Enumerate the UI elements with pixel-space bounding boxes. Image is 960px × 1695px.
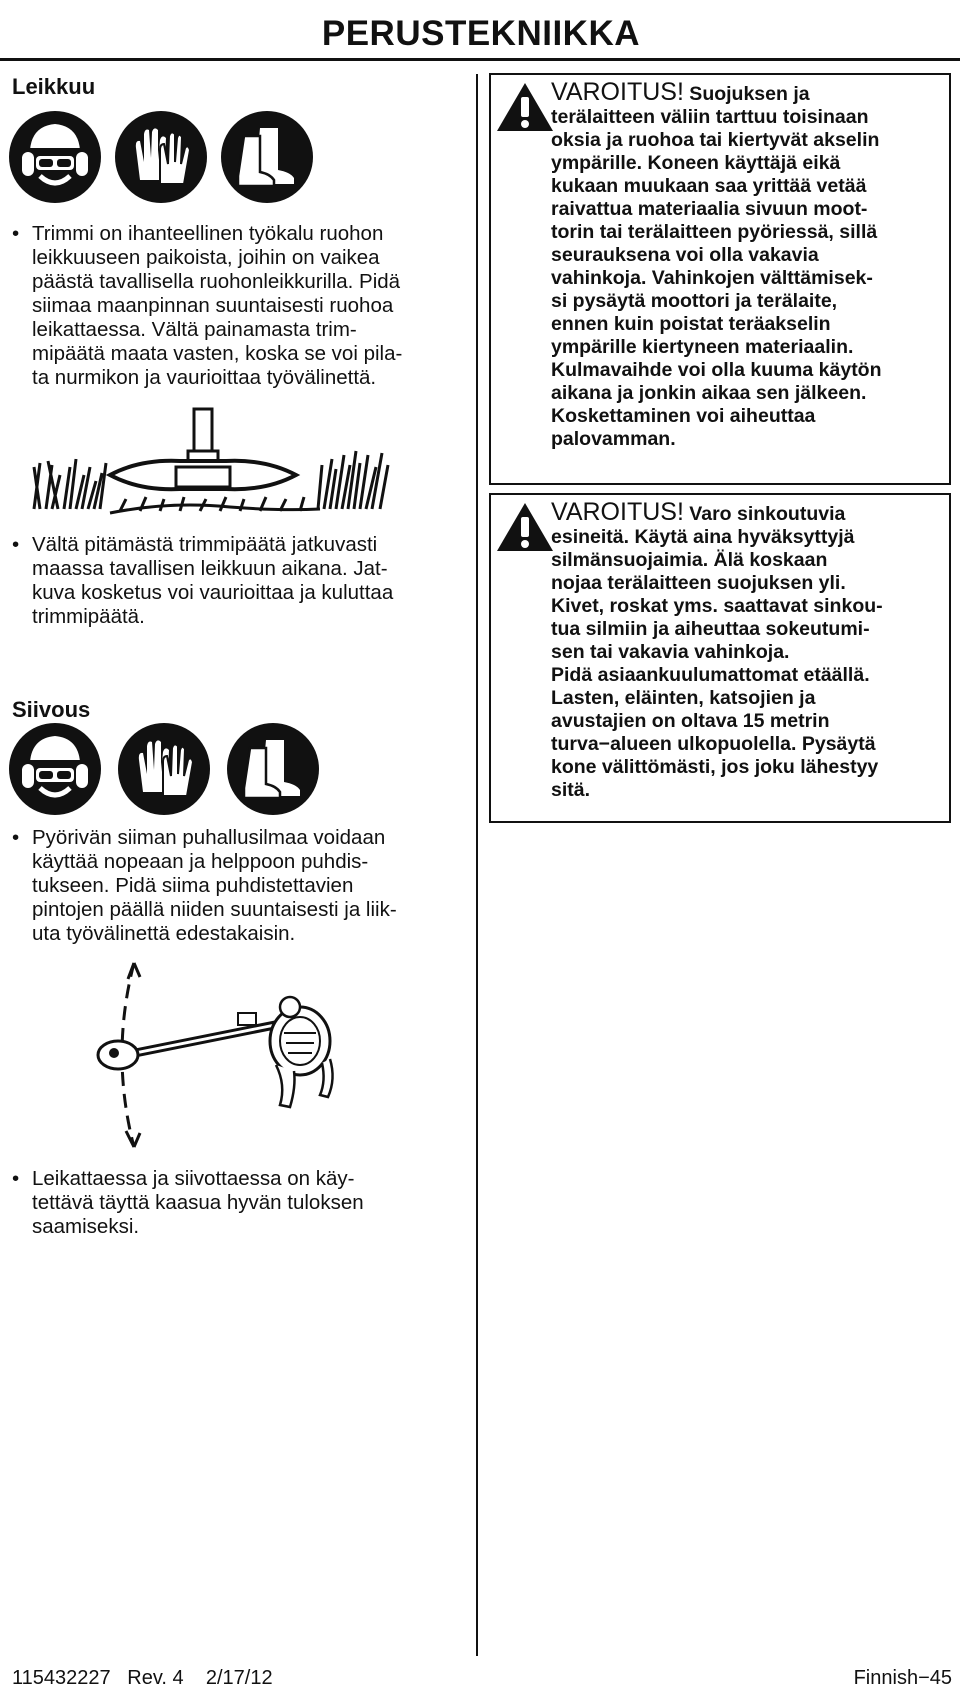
footer-page-number: Finnish−45 xyxy=(853,1667,952,1689)
ppe-icons-cleaning xyxy=(8,722,328,816)
bullet-dot: • xyxy=(12,222,20,245)
column-divider xyxy=(476,74,478,1656)
bullet-cutting-1 xyxy=(12,222,462,390)
warning-box-1 xyxy=(489,73,951,485)
warning-triangle-icon xyxy=(495,501,555,553)
bullet-dot: • xyxy=(12,826,20,849)
warning-lead: Varo sinkoutuvia xyxy=(683,503,846,525)
ppe-icons-cutting xyxy=(8,110,328,204)
bullet-text: Vältä pitämästä trimmipäätä jatkuvasti maassa tavallisen leikkuun aikana. Jat- kuva kosketus voi vaurioittaa ja kuluttaa trimmipäätä. xyxy=(32,533,394,628)
bullet-cleaning-2 xyxy=(12,1167,462,1239)
warning-body: terälaitteen väliin tarttuu toisinaan oksia ja ruohoa tai kiertyvät akselin ympärille. Koneen käyttäjä eikä kukaan muukaan saa yrittää vetää raivattua materiaalia sivuun moot- torin tai terälaitteen pyöriessä, sillä seurauksena voi olla vakavia vahinkoja. Vahinkojen välttämisek- si pysäytä moottori ja terälaite, ennen kuin poistat teräakselin ympärille kiertyneen materiaalin. Kulmavaihde voi olla kuuma käytön aikana ja jonkin aikaa sen jälkeen. Koskettaminen voi aiheuttaa palovamman. xyxy=(551,106,882,450)
gloves-icon xyxy=(114,110,208,204)
gloves-icon xyxy=(117,722,211,816)
sweeping-illustration xyxy=(90,955,350,1155)
bullet-dot: • xyxy=(12,533,20,556)
warning-text xyxy=(551,498,943,802)
bullet-text: Leikattaessa ja siivottaessa on käy- tettävä täyttä kaasua hyvän tuloksen saamiseksi. xyxy=(32,1167,364,1238)
warning-body: esineitä. Käytä aina hyväksyttyjä silmänsuojaimia. Älä koskaan nojaa terälaitteen suojuksen yli. Kivet, roskat yms. saattavat sinkou- tua silmiin ja aiheuttaa sokeutumi- sen tai vakavia vahinkoja. Pidä asiaankuulumattomat etäällä. Lasten, eläinten, katsojien ja avustajien on oltava 15 metrin turva−alueen ulkopuolella. Pysäytä kone välittömästi, jos joku lähestyy sitä. xyxy=(551,526,883,801)
footer-document-id: 115432227 Rev. 4 2/17/12 xyxy=(12,1667,273,1689)
warning-lead: Suojuksen ja xyxy=(683,83,810,105)
bullet-text: Pyörivän siiman puhallusilmaa voidaan käyttää nopeaan ja helppoon puhdis- tukseen. Pidä siima puhdistettavien pintojen päällä niiden suuntaisesti ja liik- uta työvälinettä edestakaisin. xyxy=(32,826,397,945)
warning-box-2 xyxy=(489,493,951,823)
page-title: PERUSTEKNIIKKA xyxy=(321,14,640,53)
bullet-cutting-2 xyxy=(12,533,462,629)
bullet-text: Trimmi on ihanteellinen työkalu ruohon leikkuuseen paikoista, joihin on vaikea päästä tavallisella ruohonleikkurilla. Pidä siimaa maanpinnan suuntaisesti ruohoa leikattaessa. Vältä painamasta trim- mipäätä maata vasten, koska se voi pila- ta nurmikon ja vaurioittaa työvälinettä. xyxy=(32,222,403,389)
warning-title: VAROITUS! xyxy=(551,498,684,526)
boots-icon xyxy=(226,722,320,816)
helmet-ear-eye-protection-icon xyxy=(8,722,102,816)
warning-triangle-icon xyxy=(495,81,555,133)
section-heading-cleaning: Siivous xyxy=(12,697,91,722)
header-rule xyxy=(0,58,960,61)
helmet-ear-eye-protection-icon xyxy=(8,110,102,204)
section-heading-cutting: Leikkuu xyxy=(12,74,96,99)
trimmer-head-illustration xyxy=(30,405,420,517)
warning-text xyxy=(551,78,943,451)
warning-title: VAROITUS! xyxy=(551,78,684,106)
bullet-cleaning-1 xyxy=(12,826,462,946)
bullet-dot: • xyxy=(12,1167,20,1190)
boots-icon xyxy=(220,110,314,204)
